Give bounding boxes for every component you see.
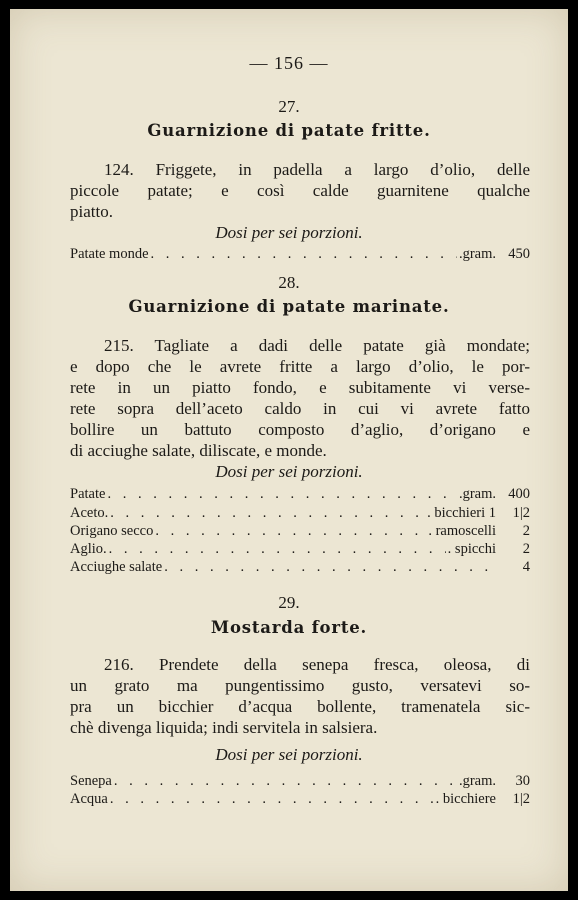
ingredient-qty: 400 xyxy=(508,486,530,502)
ingredient-unit: . bicchieri 1 xyxy=(427,505,496,521)
ingredient-unit: . spicchi xyxy=(447,541,496,557)
ingredient-qty: 2 xyxy=(522,523,530,539)
paragraph-line: pra un bicchier d’acqua bollente, tramenatela sic- xyxy=(70,697,530,716)
ingredient-qty: 30 xyxy=(515,773,530,789)
paragraph-line: chè divenga liquida; indi servitela in salsiera. xyxy=(70,718,378,737)
paragraph-line: 124. Friggete, in padella a largo d’olio, delle xyxy=(104,160,530,179)
ingredient-row xyxy=(70,523,530,540)
recipe-paragraph xyxy=(70,159,530,222)
dosi-heading: Dosi per sei porzioni. xyxy=(215,223,363,242)
ingredient-name: Aglio. xyxy=(70,541,107,557)
ingredient-qty: 4 xyxy=(522,559,530,575)
ingredient-name: Patate xyxy=(70,486,106,502)
paragraph-line: un grato ma pungentissimo gusto, versatevi so- xyxy=(70,676,530,695)
ingredient-name: Origano secco xyxy=(70,523,154,539)
ingredient-row xyxy=(70,541,530,558)
ingredient-unit: .gram. xyxy=(458,246,496,262)
ingredient-name: Acqua xyxy=(70,791,108,807)
section-title: Guarnizione di patate marinate. xyxy=(128,297,450,316)
ingredient-row xyxy=(70,505,530,522)
paragraph-line: 216. Prendete della senepa fresca, oleosa, di xyxy=(104,655,530,674)
dosi-heading: Dosi per sei porzioni. xyxy=(215,745,363,764)
section-number: 27. xyxy=(278,97,300,116)
dosi-heading: Dosi per sei porzioni. xyxy=(215,462,363,481)
ingredient-name: Patate monde xyxy=(70,246,149,262)
ingredient-unit: .gram. xyxy=(458,486,496,502)
ingredient-row xyxy=(70,246,530,263)
section-title: Guarnizione di patate fritte. xyxy=(147,121,431,140)
book-page xyxy=(10,9,568,891)
page-number: — 156 — xyxy=(249,53,329,73)
paragraph-line: e dopo che le avrete fritte a largo d’olio, le por- xyxy=(70,357,530,376)
ingredient-unit: . ramoscelli xyxy=(428,523,496,539)
paragraph-line: rete in un piatto fondo, e subitamente vi verse- xyxy=(70,378,530,397)
ingredient-unit: . bicchiere xyxy=(435,791,496,807)
recipe-paragraph xyxy=(70,335,530,461)
ingredient-qty: 1|2 xyxy=(512,791,530,807)
ingredient-name: Senepa xyxy=(70,773,112,789)
paragraph-line: 215. Tagliate a dadi delle patate già mondate; xyxy=(104,336,530,355)
ingredient-row xyxy=(70,773,530,790)
recipe-paragraph xyxy=(70,654,530,738)
ingredient-row xyxy=(70,791,530,808)
ingredient-name: Aceto. xyxy=(70,505,109,521)
section-number: 29. xyxy=(278,593,300,612)
section-title: Mostarda forte. xyxy=(210,618,368,637)
section-number: 28. xyxy=(278,273,300,292)
ingredient-row xyxy=(70,559,530,576)
paragraph-line: bollire un battuto composto d’aglio, d’origano e xyxy=(70,420,530,439)
ingredient-unit: .gram. xyxy=(458,773,496,789)
ingredient-qty: 450 xyxy=(508,246,530,262)
ingredient-qty: 2 xyxy=(522,541,530,557)
paragraph-line: rete sopra dell’aceto caldo in cui vi avrete fatto xyxy=(70,399,530,418)
paragraph-line: piatto. xyxy=(70,202,113,221)
ingredient-qty: 1|2 xyxy=(512,505,530,521)
ingredient-name: Acciughe salate xyxy=(70,559,163,575)
paragraph-line: di acciughe salate, diliscate, e monde. xyxy=(70,441,327,460)
paragraph-line: piccole patate; e così calde guarnitene qualche xyxy=(70,181,530,200)
ingredient-row xyxy=(70,486,530,503)
